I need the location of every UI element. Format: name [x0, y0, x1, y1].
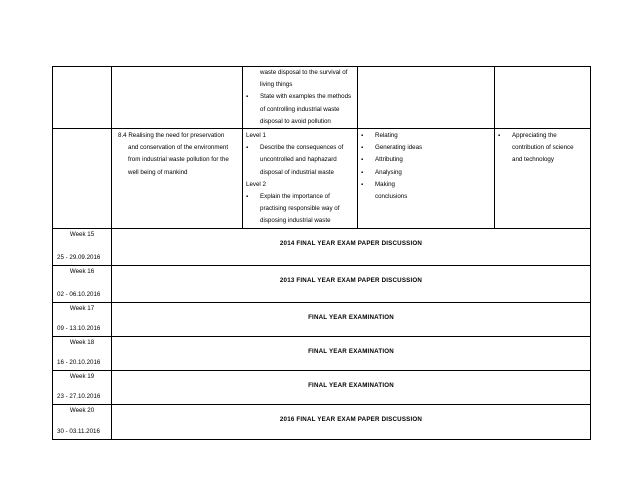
week-date: 02 - 06.10.2016: [57, 291, 101, 299]
text-line: from industrial waste pollution for the: [128, 156, 229, 164]
outcome-cell: [243, 67, 358, 129]
activity-cell: [112, 228, 591, 265]
bullet-list: [495, 130, 590, 167]
week-date: 09 - 13.10.2016: [57, 325, 101, 333]
list-item: ▪ Generating ideas: [358, 142, 494, 154]
activity-cell: [112, 370, 591, 404]
skills-cell: [358, 129, 495, 229]
table-row: [53, 370, 591, 404]
week-cell: [53, 265, 112, 302]
text-line: 8.4 Realising the need for preservation: [118, 132, 225, 140]
list-item: ▪ State with examples the methods of controlling industrial waste disposal to avoid pollution: [243, 91, 357, 128]
activity-label: FINAL YEAR EXAMINATION: [308, 313, 394, 321]
week-cell: [53, 370, 112, 404]
week-cell: [53, 67, 112, 129]
bullet-list: [243, 191, 357, 228]
values-cell: [495, 129, 591, 229]
table-row: [53, 228, 591, 265]
bullet-list: [243, 142, 357, 179]
activity-cell: [112, 404, 591, 439]
text-line: waste disposal to the survival of: [260, 69, 348, 76]
week-label: Week 20: [69, 406, 95, 414]
list-item: ▪ Appreciating the contribution of science and technology: [495, 130, 590, 167]
week-date: 25 - 29.09.2016: [57, 254, 101, 262]
activity-label: 2014 FINAL YEAR EXAM PAPER DISCUSSION: [279, 239, 423, 247]
level-label: Level 1: [246, 132, 266, 140]
list-item: ▪ Analysing: [358, 167, 494, 179]
week-date: 16 - 20.10.2016: [57, 359, 101, 367]
level-label: Level 2: [246, 180, 266, 188]
list-item: ▪ Making conclusions: [358, 179, 494, 203]
activity-cell: [112, 302, 591, 336]
objective-cell: [112, 67, 243, 129]
objective-cell: [112, 129, 243, 229]
week-label: Week 19: [69, 372, 95, 380]
table-row: [53, 129, 591, 229]
text-line: and conservation of the environment: [128, 144, 229, 152]
skills-cell: [358, 67, 495, 129]
activity-cell: [112, 265, 591, 302]
activity-label: FINAL YEAR EXAMINATION: [308, 347, 394, 355]
outcome-cell: [243, 129, 358, 229]
table-row: [53, 302, 591, 336]
outcome-text: [243, 67, 357, 91]
activity-label: 2013 FINAL YEAR EXAM PAPER DISCUSSION: [279, 276, 423, 284]
week-cell: [53, 129, 112, 229]
week-label: Week 17: [69, 304, 95, 312]
week-label: Week 18: [69, 338, 95, 346]
text-line: living things: [260, 81, 293, 89]
list-item: ▪ Describe the consequences of uncontrolled and haphazard disposal of industrial waste: [243, 142, 357, 179]
week-cell: [53, 336, 112, 370]
week-cell: [53, 228, 112, 265]
week-date: 30 - 03.11.2016: [57, 428, 100, 436]
week-cell: [53, 302, 112, 336]
week-cell: [53, 404, 112, 439]
activity-label: 2016 FINAL YEAR EXAM PAPER DISCUSSION: [279, 415, 423, 423]
list-item: ▪ Explain the importance of practising responsible way of disposing industrial waste: [243, 191, 357, 228]
list-item: ▪ Attributing: [358, 154, 494, 166]
table-row: [53, 336, 591, 370]
week-date: 23 - 27.10.2016: [57, 393, 101, 401]
activity-label: FINAL YEAR EXAMINATION: [308, 381, 394, 389]
bullet-list: [358, 130, 494, 203]
list-item: ▪ Relating: [358, 130, 494, 142]
activity-cell: [112, 336, 591, 370]
bullet-list: [243, 91, 357, 128]
scheme-of-work-table: [52, 66, 591, 440]
week-label: Week 15: [69, 230, 95, 238]
table-row: [53, 265, 591, 302]
table-row: [53, 404, 591, 439]
table-row: [53, 67, 591, 129]
week-label: Week 16: [69, 267, 95, 275]
text-line: well being of mankind: [128, 168, 188, 176]
values-cell: [495, 67, 591, 129]
